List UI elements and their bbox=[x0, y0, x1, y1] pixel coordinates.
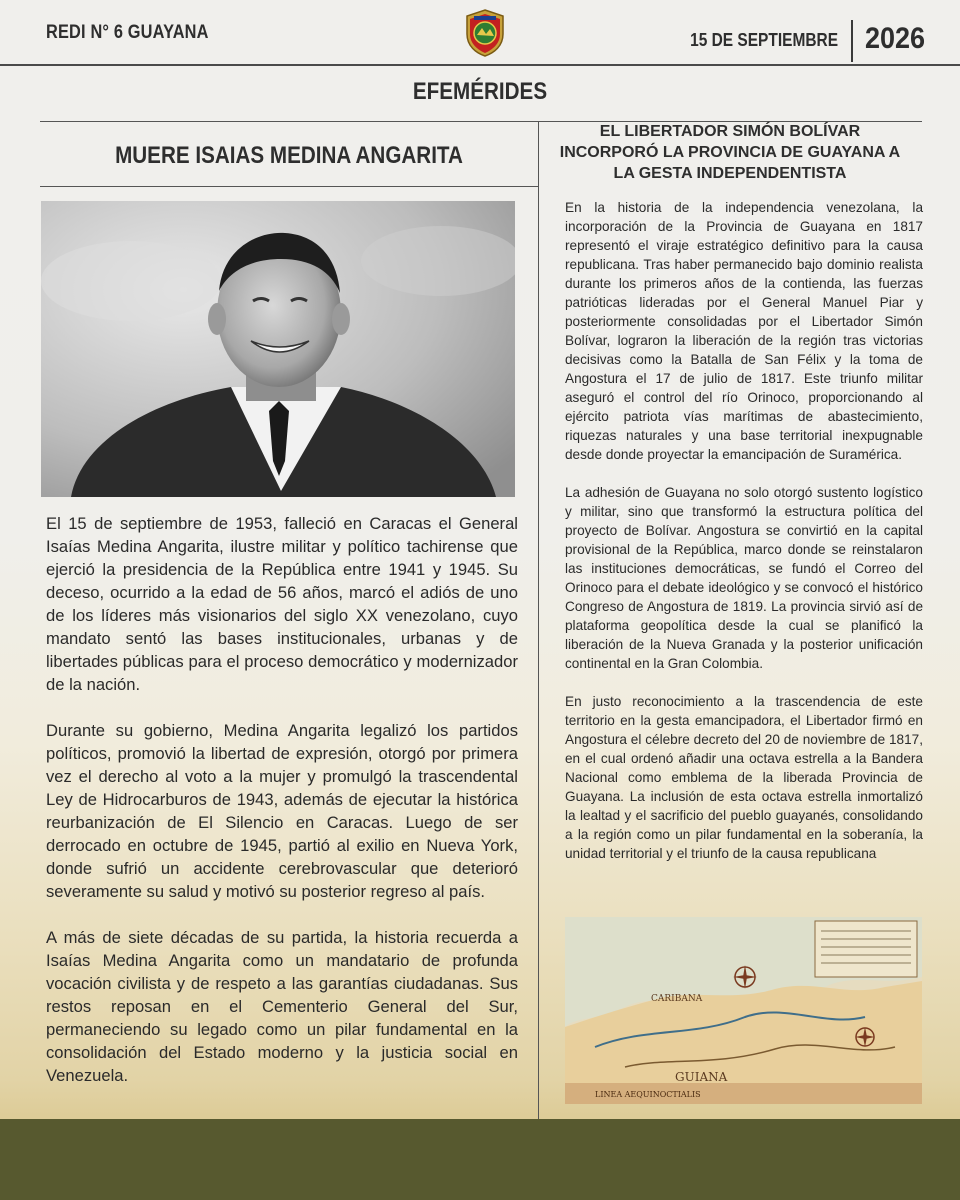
left-article-body bbox=[46, 512, 518, 1110]
left-paragraph: A más de siete décadas de su partida, la historia recuerda a Isaías Medina Angarita como un mandatario de profunda vocación civilista y de respeto a las garantías ciudadanas. Sus restos reposan en el Cementerio General del Sur, permaneciendo su legado como un pilar fundamental en la consolidación del Estado moderno y la justicia social en Venezuela. bbox=[46, 928, 518, 1085]
issue-year: 2026 bbox=[865, 22, 926, 55]
right-article-body bbox=[565, 198, 923, 882]
left-article-title: MUERE ISAIAS MEDINA ANGARITA bbox=[115, 142, 463, 169]
map-label-caribana: CARIBANA bbox=[651, 994, 703, 1004]
org-name: REDI N° 6 GUAYANA bbox=[46, 22, 209, 43]
left-paragraph: El 15 de septiembre de 1953, falleció en Caracas el General Isaías Medina Angarita, ilustre militar y político tachirense que ejerció la presidencia de la República entre 1941 y 1945. Su deceso, ocurrido a la edad de 56 años, marcó el adiós de uno de los líderes más visionarios del siglo XX venezolano, cuyo mandato sentó las bases institucionales, urbanas y de libertades públicas para el proceso democrático y modernizador de la nación. bbox=[46, 514, 518, 694]
left-title-rule bbox=[40, 186, 538, 187]
date-divider bbox=[851, 20, 853, 62]
map-label-equator: LINEA AEQUINOCTIALIS bbox=[595, 1090, 701, 1099]
column-divider bbox=[538, 121, 539, 1121]
footer-bar bbox=[0, 1119, 960, 1200]
right-article-title: EL LIBERTADOR SIMÓN BOLÍVAR INCORPORÓ LA PROVINCIA DE GUAYANA A LA GESTA INDEPENDENTISTA bbox=[559, 123, 901, 182]
issue-date: 15 DE SEPTIEMBRE bbox=[690, 30, 838, 50]
header-rule bbox=[0, 64, 960, 66]
map-label-guiana: GUIANA bbox=[675, 1070, 728, 1084]
left-paragraph: Durante su gobierno, Medina Angarita legalizó los partidos políticos, promovió la libertad de expresión, otorgó por primera vez el derecho al voto a la mujer y promulgó la trascendental Ley de Hidrocarburos de 1943, además de ejecutar la histórica reurbanización de El Silencio en Caracas. Luego de ser derrocado en octubre de 1945, partió al exilio en Nueva York, donde sufrió un accidente cerebrovascular que deterioró severamente su salud y motivó su posterior regreso al país. bbox=[46, 721, 518, 901]
historical-map bbox=[565, 917, 922, 1104]
section-title: EFEMÉRIDES bbox=[412, 78, 548, 105]
right-paragraph: En la historia de la independencia venezolana, la incorporación de la Provincia de Guayana en 1817 representó el viraje estratégico definitivo para la causa republicana. Tras haber permanecido bajo dominio realista durante los primeros años de la contienda, las fuerzas patrióticas lideradas por el General Manuel Piar y posteriormente consolidadas por el Libertador Simón Bolívar, lograron la liberación de la región tras victorias decisivas como la Batalla de San Félix y la toma de Angostura el 17 de julio de 1817. Este triunfo militar aseguró el control del río Orinoco, proporcionando al ejército patriota vías marítimas de abastecimiento, riquezas naturales y una base territorial inexpugnable desde donde proyectar la emancipación de Suramérica. bbox=[565, 200, 923, 462]
right-paragraph: La adhesión de Guayana no solo otorgó sustento logístico y militar, sino que transformó la estructura política del proyecto de Bolívar. Angostura se convirtió en la capital provisional de la República, marco donde se reinstalaron las instituciones democráticas, se fundó el Correo del Orinoco para el debate ideológico y se convocó el histórico Congreso de Angostura de 1819. La provincia sirvió así de plataforma geopolítica desde la cual se planificó la liberación de la Nueva Granada y la posterior unificación continental en la Gran Colombia. bbox=[565, 485, 923, 671]
right-paragraph: En justo reconocimiento a la trascendencia de este territorio en la gesta emancipadora, el Libertador firmó en Angostura el célebre decreto del 20 de noviembre de 1817, en el cual ordenó añadir una octava estrella a la Bandera Nacional como emblema de la liberada Provincia de Guayana. La inclusión de esta octava estrella inmortalizó la lealtad y el sacrificio del pueblo guayanés, consolidando a la región como un pilar fundamental en la soberanía, la unidad territorial y el triunfo de la causa republicana bbox=[565, 694, 923, 861]
portrait-photo bbox=[41, 201, 515, 497]
header bbox=[0, 0, 960, 64]
redi-emblem-icon bbox=[463, 8, 507, 58]
